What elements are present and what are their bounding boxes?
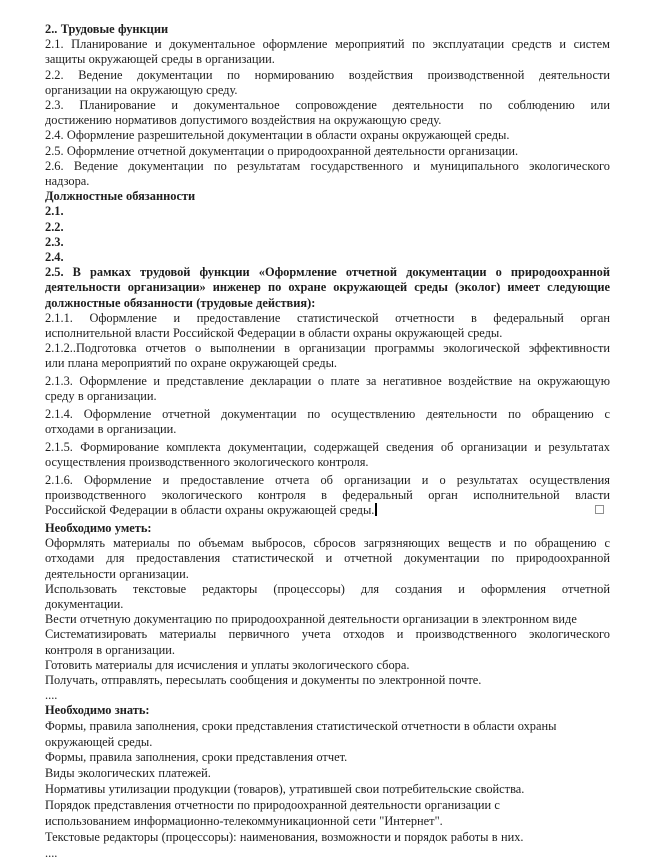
text-line[interactable]: 2.3. Планирование и документальное сопровождение деятельности по соблюдению или xyxy=(45,98,610,113)
text-line[interactable]: 2.2. xyxy=(45,219,64,234)
paragraph[interactable] xyxy=(45,673,610,688)
paragraph[interactable] xyxy=(45,766,610,782)
paragraph[interactable] xyxy=(45,846,610,860)
paragraph[interactable] xyxy=(45,830,610,846)
paragraph[interactable] xyxy=(45,159,610,189)
text-line[interactable]: Систематизировать материалы первичного учета отходов и производственного экологического xyxy=(45,627,610,642)
text-line[interactable]: 2.1. xyxy=(45,204,64,219)
paragraph[interactable] xyxy=(45,250,610,265)
text-line[interactable]: использованием информационно-телекоммуникационной сети "Интернет". xyxy=(45,814,443,829)
paragraph[interactable] xyxy=(45,782,610,798)
text-line[interactable]: надзора. xyxy=(45,174,90,189)
document-content[interactable] xyxy=(45,22,610,860)
paragraph[interactable] xyxy=(45,798,610,830)
paragraph[interactable] xyxy=(45,22,610,37)
text-line[interactable]: деятельности организации. xyxy=(45,566,189,581)
text-line[interactable]: Виды экологических платежей. xyxy=(45,766,211,781)
text-line[interactable]: 2.5. В рамках трудовой функции «Оформление отчетной документации о природоохранной xyxy=(45,265,610,280)
text-line[interactable]: Должностные обязанности xyxy=(45,189,196,204)
paragraph[interactable] xyxy=(45,536,610,582)
paragraph[interactable] xyxy=(45,703,610,718)
text-line[interactable]: 2.3. xyxy=(45,234,64,249)
text-line[interactable]: Российской Федерации в области охраны окружающей среды. xyxy=(45,503,610,518)
text-line[interactable]: 2.1.4. Оформление отчетной документации по осуществлению деятельности по обращению с xyxy=(45,407,610,422)
paragraph[interactable] xyxy=(45,128,610,143)
anchor-marker-icon xyxy=(595,505,604,514)
text-line[interactable]: отходами для предоставления статистической и отчетной документации по природоохранной xyxy=(45,551,610,566)
text-cursor xyxy=(375,503,376,516)
paragraph[interactable] xyxy=(45,341,610,371)
paragraph[interactable] xyxy=(45,374,610,404)
paragraph[interactable] xyxy=(45,407,610,437)
text-line[interactable]: деятельности организации» инженер по охране окружающей среды (эколог) имеет следующие xyxy=(45,280,610,295)
text-line[interactable]: Оформлять материалы по объемам выбросов, сбросов загрязняющих веществ и по обращению с xyxy=(45,536,610,551)
paragraph[interactable] xyxy=(45,627,610,657)
text-line[interactable]: 2.1.3. Оформление и представление декларации о плате за негативное воздействие на окружающую xyxy=(45,374,610,389)
paragraph[interactable] xyxy=(45,265,610,311)
text-line[interactable]: 2.1.2..Подготовка отчетов о выполнении в организации программы экологической эффективности xyxy=(45,341,610,356)
text-line[interactable]: или плана мероприятий по охране окружающей среды. xyxy=(45,356,337,371)
text-line[interactable]: Формы, правила заполнения, сроки представления статистической отчетности в области охраны xyxy=(45,718,557,733)
paragraph[interactable] xyxy=(45,750,610,766)
text-line[interactable]: Необходимо уметь: xyxy=(45,521,152,535)
text-line[interactable]: осуществления производственного экологического контроля. xyxy=(45,455,369,470)
text-line[interactable]: 2.4. xyxy=(45,250,64,265)
text-line[interactable]: 2.1.1. Оформление и предоставление статистической отчетности в федеральный орган xyxy=(45,310,610,325)
paragraph[interactable] xyxy=(45,144,610,159)
paragraph[interactable] xyxy=(45,719,610,751)
text-line[interactable]: производственного экологического контроля в федеральный орган исполнительной власти xyxy=(45,488,610,503)
text-line[interactable]: .... xyxy=(45,688,58,703)
text-line[interactable]: Текстовые редакторы (процессоры): наименования, возможности и порядок работы в них. xyxy=(45,829,524,844)
text-line[interactable]: Порядок представления отчетности по природоохранной деятельности организации с xyxy=(45,798,500,813)
text-line[interactable]: Необходимо знать: xyxy=(45,703,150,718)
text-line[interactable]: среду в организации. xyxy=(45,389,157,404)
paragraph[interactable] xyxy=(45,235,610,250)
paragraph[interactable] xyxy=(45,98,610,128)
paragraph[interactable] xyxy=(45,311,610,341)
text-line[interactable]: контроля в организации. xyxy=(45,642,175,657)
paragraph[interactable] xyxy=(45,440,610,470)
text-line[interactable]: 2.2. Ведение документации по нормированию воздействия производственной деятельности xyxy=(45,67,610,82)
text-line[interactable]: 2.5. Оформление отчетной документации о природоохранной деятельности организации. xyxy=(45,143,519,158)
paragraph[interactable] xyxy=(45,189,610,204)
text-line[interactable]: Получать, отправлять, пересылать сообщения и документы по электронной почте. xyxy=(45,673,482,688)
text-line[interactable]: 2.6. Ведение документации по результатам государственного и муниципального экологического xyxy=(45,158,610,173)
text-line[interactable]: 2.1. Планирование и документальное оформление мероприятий по эксплуатации средств и систем xyxy=(45,37,610,52)
text-line[interactable]: исполнительной власти Российской Федерации в области охраны окружающей среды. xyxy=(45,326,503,341)
text-line[interactable]: .... xyxy=(45,845,58,860)
text-line[interactable]: 2.4. Оформление разрешительной документации в области охраны окружающей среды. xyxy=(45,128,510,143)
text-line[interactable]: должностные обязанности (трудовые действия): xyxy=(45,295,316,310)
paragraph[interactable] xyxy=(45,220,610,235)
paragraph[interactable] xyxy=(45,612,610,627)
paragraph[interactable] xyxy=(45,658,610,673)
text-line[interactable]: Вести отчетную документацию по природоохранной деятельности организации в электронном виде xyxy=(45,612,577,627)
text-line[interactable]: Формы, правила заполнения, сроки представления отчет. xyxy=(45,750,348,765)
text-line[interactable]: организации на окружающую среду. xyxy=(45,82,238,97)
paragraph[interactable] xyxy=(45,68,610,98)
text-line[interactable]: окружающей среды. xyxy=(45,734,153,749)
text-line[interactable]: 2.1.5. Формирование комплекта документации, содержащей сведения об организации и результатах xyxy=(45,439,610,454)
text-line[interactable]: Готовить материалы для исчисления и уплаты экологического сбора. xyxy=(45,657,410,672)
paragraph[interactable] xyxy=(45,37,610,67)
text-line[interactable]: достижению нормативов допустимого воздействия на окружающую среду. xyxy=(45,113,442,128)
text-line[interactable]: документации. xyxy=(45,597,124,612)
text-line[interactable]: Нормативы утилизации продукции (товаров), утратившей свои потребительские свойства. xyxy=(45,782,525,797)
paragraph[interactable] xyxy=(45,521,610,536)
paragraph[interactable] xyxy=(45,582,610,612)
text-line[interactable]: 2.1.6. Оформление и предоставление отчета об организации и о результатах осуществления xyxy=(45,472,610,487)
paragraph[interactable] xyxy=(45,473,610,519)
text-line[interactable]: Использовать текстовые редакторы (процессоры) для создания и оформления отчетной xyxy=(45,581,610,596)
paragraph[interactable] xyxy=(45,204,610,219)
text-line[interactable]: 2.. Трудовые функции xyxy=(45,22,169,36)
text-line[interactable]: отходами в организации. xyxy=(45,422,177,437)
paragraph[interactable] xyxy=(45,688,610,703)
text-line[interactable]: защиты окружающей среды в организации. xyxy=(45,52,275,67)
